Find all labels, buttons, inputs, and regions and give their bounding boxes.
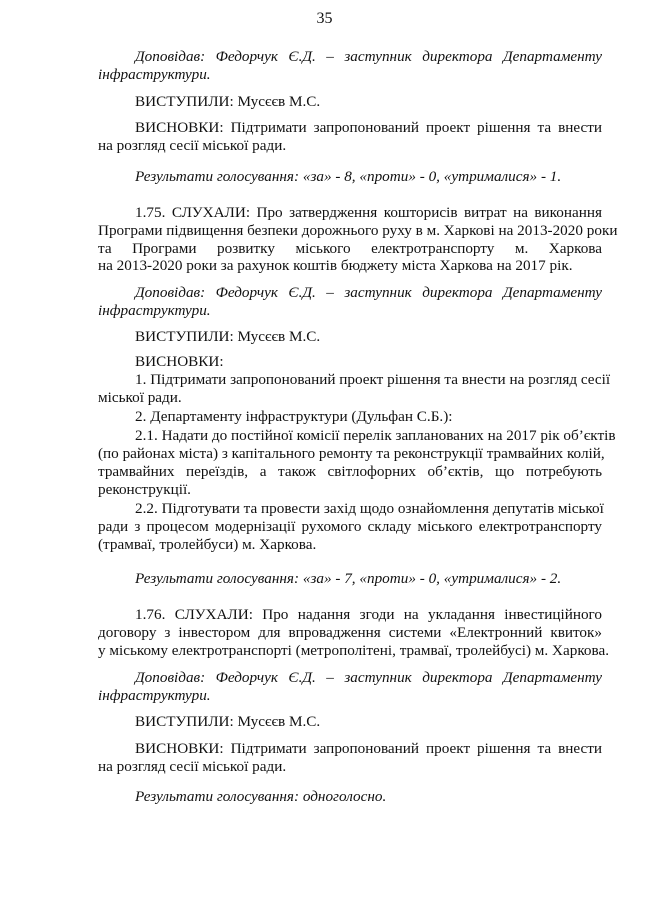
- conclusions-line: ВИСНОВКИ: Підтримати запропонований проект рішення та внести: [135, 119, 602, 136]
- reporter-line: інфраструктури.: [98, 302, 211, 319]
- conclusions-heading: ВИСНОВКИ:: [135, 353, 224, 370]
- heard-line: договору з інвестором для впровадження системи «Електронний квиток»: [98, 624, 602, 641]
- heard-line: та Програми розвитку міського електротранспорту м. Харкова: [98, 240, 602, 257]
- conclusions-line: ВИСНОВКИ: Підтримати запропонований проект рішення та внести: [135, 740, 602, 757]
- conclusion-item: (по районах міста) з капітального ремонту та реконструкції трамвайних колій,: [98, 445, 605, 462]
- conclusion-item: (трамваї, тролейбуси) м. Харкова.: [98, 536, 317, 553]
- page-number: 35: [316, 10, 333, 27]
- heard-line: 1.75. СЛУХАЛИ: Про затвердження кошторисів витрат на виконання: [135, 204, 602, 221]
- heard-line: 1.76. СЛУХАЛИ: Про надання згоди на укладання інвестиційного: [135, 606, 602, 623]
- conclusions-line: на розгляд сесії міської ради.: [98, 137, 287, 154]
- conclusion-item: реконструкції.: [98, 481, 191, 498]
- heard-line: на 2013-2020 роки за рахунок коштів бюджету міста Харкова на 2017 рік.: [98, 257, 573, 274]
- vote-result: Результати голосування: «за» - 7, «проти» - 0, «утрималися» - 2.: [135, 570, 562, 587]
- conclusion-item: 2.1. Надати до постійної комісії перелік запланованих на 2017 рік об’єктів: [135, 427, 616, 444]
- reporter-line: Доповідав: Федорчук Є.Д. – заступник директора Департаменту: [135, 669, 602, 686]
- conclusions-line: на розгляд сесії міської ради.: [98, 758, 287, 775]
- reporter-line: інфраструктури.: [98, 66, 211, 83]
- spoke-line: ВИСТУПИЛИ: Мусєєв М.С.: [135, 328, 321, 345]
- conclusion-item: ради з процесом модернізації рухомого складу міського електротранспорту: [98, 518, 602, 535]
- spoke-line: ВИСТУПИЛИ: Мусєєв М.С.: [135, 713, 321, 730]
- conclusion-item: трамвайних переїздів, а також світлофорних об’єктів, що потребують: [98, 463, 602, 480]
- heard-line: Програми підвищення безпеки дорожнього руху в м. Харкові на 2013-2020 роки: [98, 222, 618, 239]
- reporter-line: Доповідав: Федорчук Є.Д. – заступник директора Департаменту: [135, 48, 602, 65]
- conclusion-item: 2. Департаменту інфраструктури (Дульфан С.Б.):: [135, 408, 453, 425]
- conclusion-item: 2.2. Підготувати та провести захід щодо ознайомлення депутатів міської: [135, 500, 604, 517]
- vote-result: Результати голосування: одноголосно.: [135, 788, 387, 805]
- reporter-line: інфраструктури.: [98, 687, 211, 704]
- conclusion-item: міської ради.: [98, 389, 182, 406]
- conclusion-item: 1. Підтримати запропонований проект рішення та внести на розгляд сесії: [135, 371, 611, 388]
- reporter-line: Доповідав: Федорчук Є.Д. – заступник директора Департаменту: [135, 284, 602, 301]
- vote-result: Результати голосування: «за» - 8, «проти» - 0, «утрималися» - 1.: [135, 168, 562, 185]
- spoke-line: ВИСТУПИЛИ: Мусєєв М.С.: [135, 93, 321, 110]
- heard-line: у міському електротранспорті (метрополітені, трамваї, тролейбусі) м. Харкова.: [98, 642, 610, 659]
